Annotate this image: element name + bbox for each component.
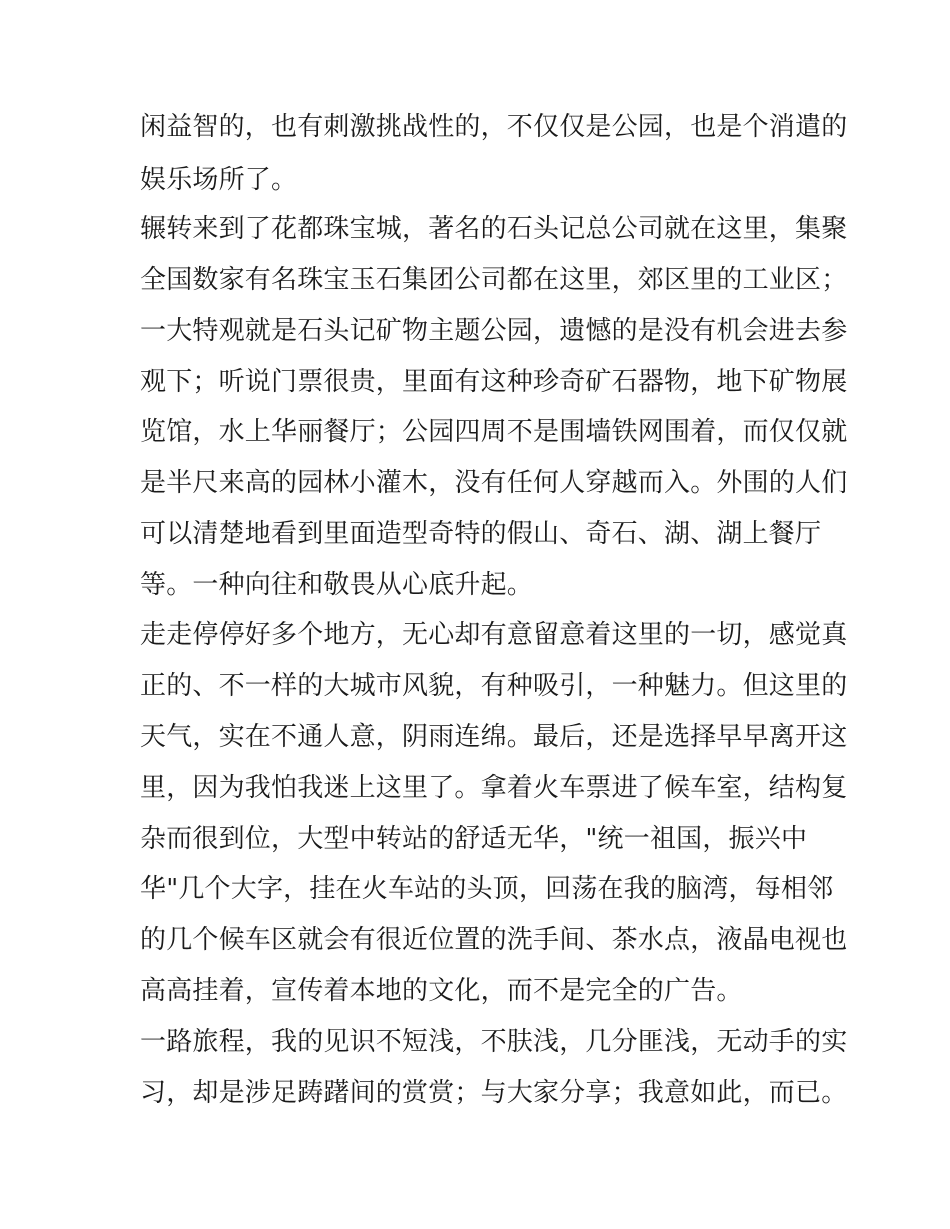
text-line: 全国数家有名珠宝玉石集团公司都在这里，郊区里的工业区；: [140, 265, 848, 295]
text-line: 观下；听说门票很贵，里面有这种珍奇矿石器物，地下矿物展: [140, 367, 848, 397]
text-line: 一路旅程，我的见识不短浅，不肤浅，几分匪浅，无动手的实: [140, 1027, 848, 1057]
text-line: 习，却是涉足踌躇间的赏赏；与大家分享；我意如此，而已。: [140, 1078, 848, 1108]
text-line: 杂而很到位，大型中转站的舒适无华，"统一祖国，振兴中: [140, 824, 808, 854]
text-line: 可以清楚地看到里面造型奇特的假山、奇石、湖、湖上餐厅: [140, 519, 822, 549]
text-line: 是半尺来高的园林小灌木，没有任何人穿越而入。外围的人们: [140, 468, 848, 498]
text-line: 高高挂着，宣传着本地的文化，而不是完全的广告。: [140, 976, 743, 1006]
text-line: 天气，实在不通人意，阴雨连绵。最后，还是选择早早离开这: [140, 722, 848, 752]
text-line: 闲益智的，也有刺激挑战性的，不仅仅是公园，也是个消遣的: [140, 112, 848, 142]
text-line: 正的、不一样的大城市风貌，有种吸引，一种魅力。但这里的: [140, 671, 848, 701]
text-line: 等。一种向往和敬畏从心底升起。: [140, 570, 534, 600]
text-line: 一大特观就是石头记矿物主题公园，遗憾的是没有机会进去参: [140, 316, 848, 346]
text-line: 览馆，水上华丽餐厅；公园四周不是围墙铁网围着，而仅仅就: [140, 417, 848, 447]
text-line: 走走停停好多个地方，无心却有意留意着这里的一切，感觉真: [140, 620, 848, 650]
text-line: 娱乐场所了。: [140, 165, 298, 195]
text-line: 辗转来到了花都珠宝城，著名的石头记总公司就在这里，集聚: [140, 214, 848, 244]
text-line: 里，因为我怕我迷上这里了。拿着火车票进了候车室，结构复: [140, 773, 848, 803]
text-line: 的几个候车区就会有很近位置的洗手间、茶水点，液晶电视也: [140, 925, 848, 955]
text-line: 华"几个大字，挂在火车站的头顶，回荡在我的脑湾，每相邻: [140, 874, 834, 904]
